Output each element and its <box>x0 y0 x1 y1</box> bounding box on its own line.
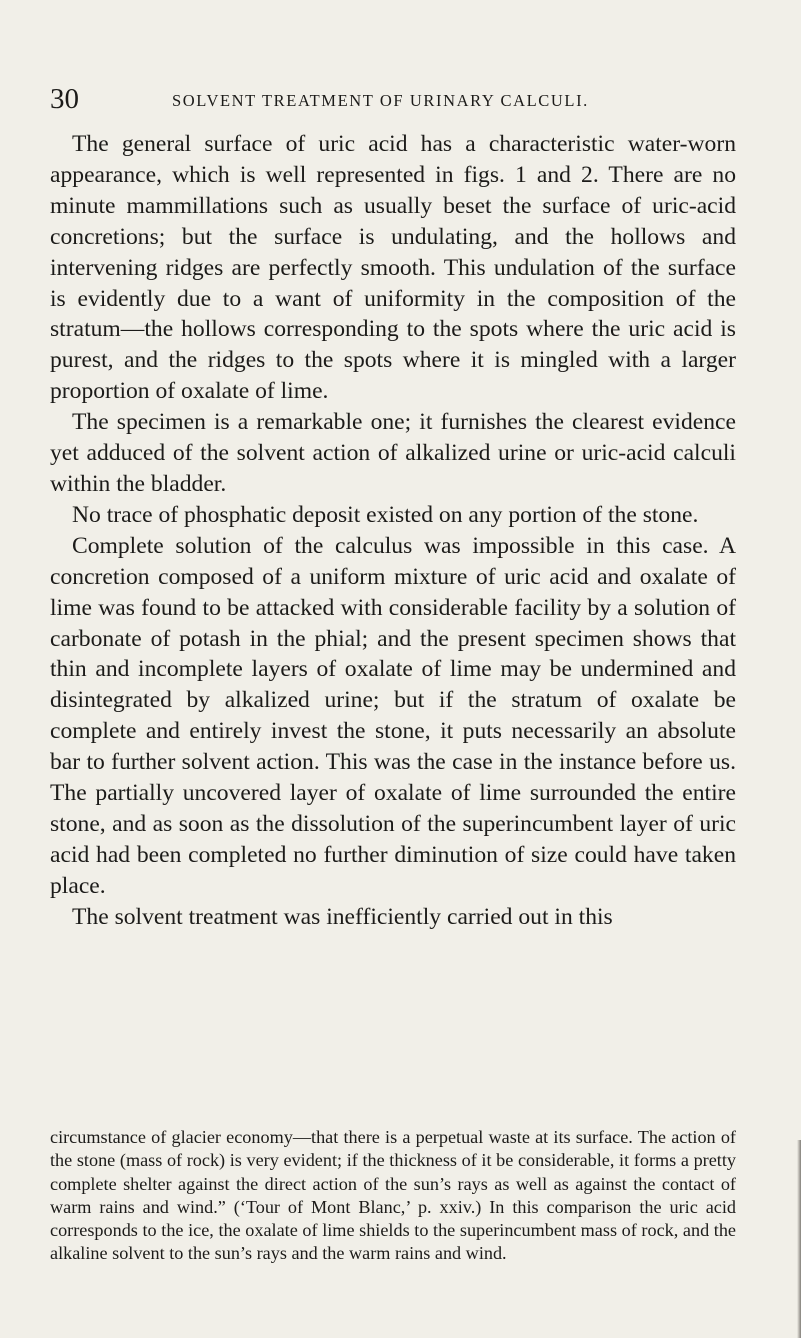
running-head <box>50 83 730 119</box>
paragraph-complete-solution: Complete solution of the calculus was impossible in this case. A concretion composed of a uniform mixture of uric acid and oxalate of lime was found to be attacked with considerable facility by a solution of carbonate of potash in the phial; and the present specimen shows that thin and incomplete layers of oxalate of lime may be undermined and disintegrated by alkalized urine; but if the stratum of oxalate be complete and entirely invest the stone, it puts necessarily an absolute bar to further solvent action. This was the case in the instance before us. The partially uncovered layer of oxalate of lime surrounded the entire stone, and as soon as the dissolution of the superincumbent layer of uric acid had been completed no further diminution of size could have taken place. <box>50 532 736 899</box>
paragraph-no-phosphatic-deposit: No trace of phosphatic deposit existed on any portion of the stone. <box>72 501 699 528</box>
body-text <box>50 129 736 933</box>
running-title: SOLVENT TREATMENT OF URINARY CALCULI. <box>172 91 589 110</box>
page-number: 30 <box>50 83 79 115</box>
paragraph-solvent-treatment: The solvent treatment was inefficiently carried out in this <box>72 903 613 930</box>
footnote: circumstance of glacier economy—that there is a perpetual waste at its surface. The action of the stone (mass of rock) is very evident; if the thickness of it be considerable, it forms a pretty complete shelter against the direct action of the sun’s rays as well as against the contact of warm rains and wind.” (‘Tour of Mont Blanc,’ p. xxiv.) In this comparison the uric acid corresponds to the ice, the oxalate of lime shields to the superincumbent mass of rock, and the alkaline solvent to the sun’s rays and the warm rains and wind. <box>50 1127 736 1264</box>
page-edge-shadow <box>797 1140 801 1338</box>
paragraph-specimen-remarkable: The specimen is a remarkable one; it furnishes the clearest evidence yet adduced of the solvent action of alkalized urine or uric-acid calculi within the bladder. <box>50 409 736 497</box>
paragraph-surface-description: The general surface of uric acid has a characteristic water-worn appearance, which is well represented in figs. 1 and 2. There are no minute mammillations such as usually beset the surface of uric-acid concretions; but the surface is undulating, and the hollows and intervening ridges are perfectly smooth. This undulation of the surface is evidently due to a want of uniformity in the composition of the stratum—the hollows corresponding to the spots where the uric acid is purest, and the ridges to the spots where it is mingled with a larger proportion of oxalate of lime. <box>50 131 736 405</box>
